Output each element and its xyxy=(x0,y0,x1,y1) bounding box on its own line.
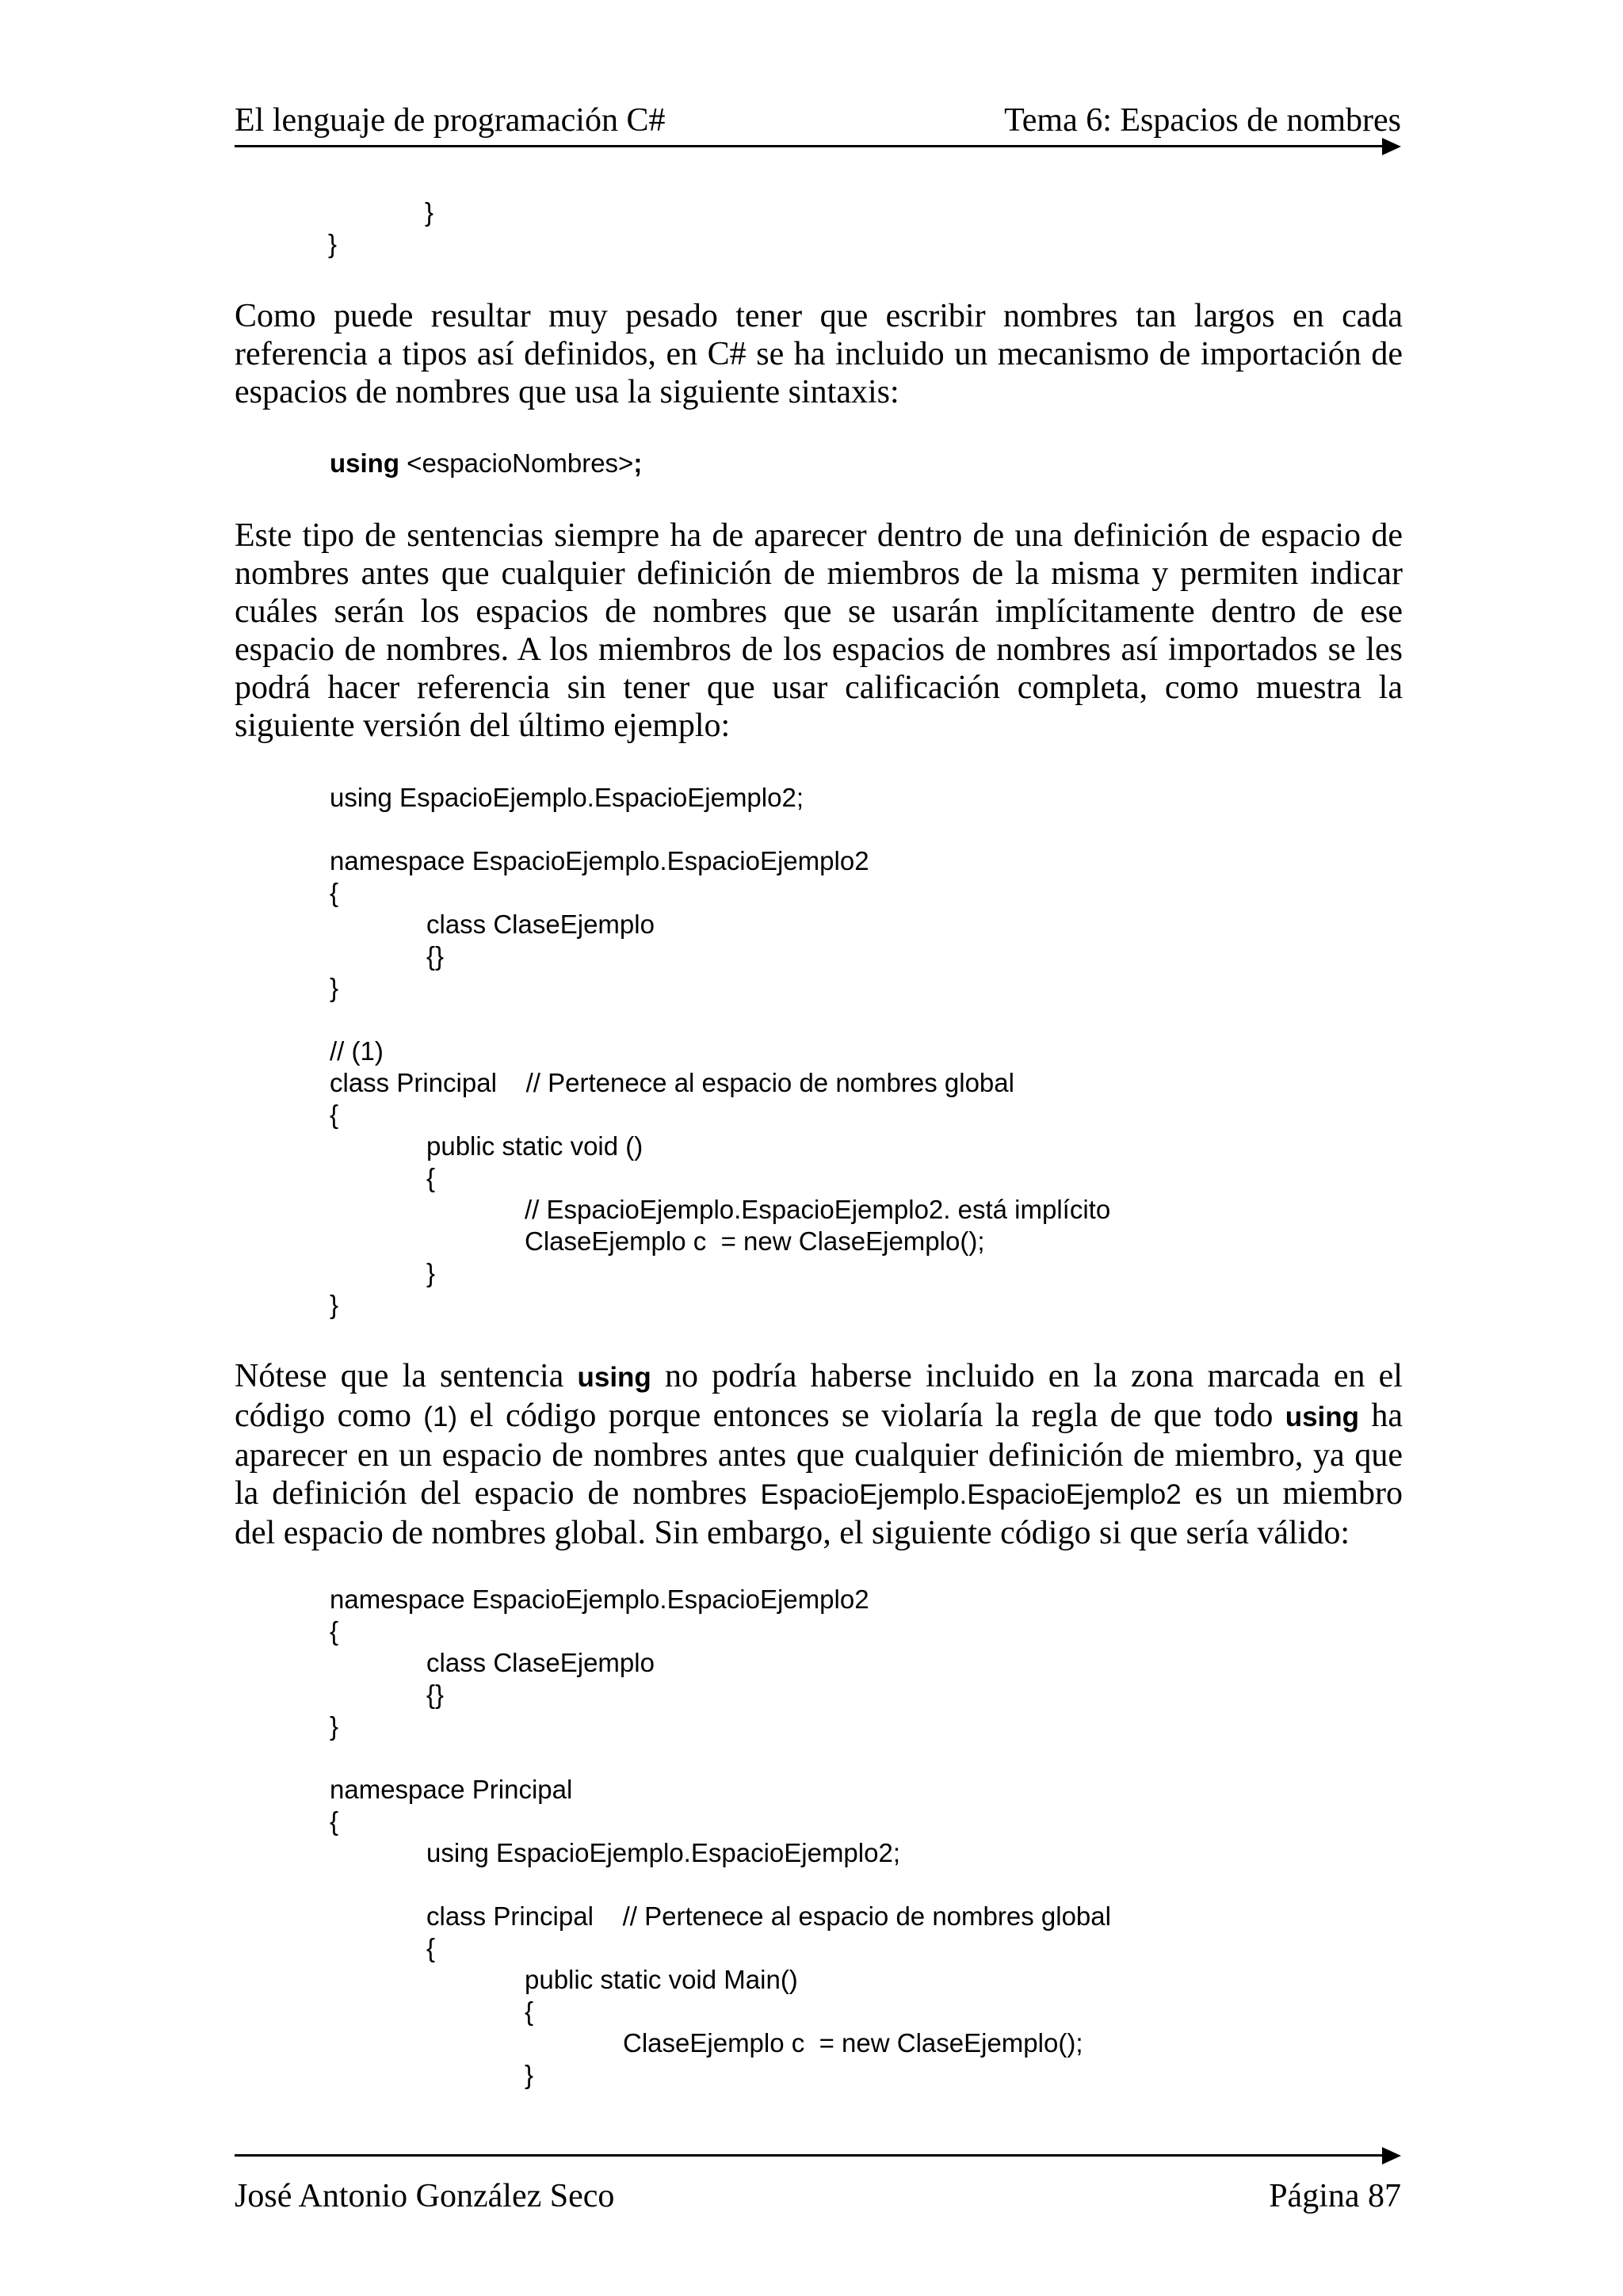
paragraph-3-keyword: using xyxy=(1285,1402,1360,1432)
code1-line: class ClaseEjemplo xyxy=(426,910,655,939)
code1-line: using EspacioEjemplo.EspacioEjemplo2; xyxy=(330,783,804,812)
code1-line: public static void () xyxy=(426,1131,643,1161)
running-header-title: El lenguaje de programación C# xyxy=(235,102,666,139)
page-number: Página 87 xyxy=(1269,2178,1401,2214)
code2-line: using EspacioEjemplo.EspacioEjemplo2; xyxy=(426,1838,900,1867)
paragraph-3-namespace: EspacioEjemplo.EspacioEjemplo2 xyxy=(760,1479,1182,1510)
header-arrow-icon xyxy=(1382,138,1401,155)
code2-line: public static void Main() xyxy=(525,1965,798,1994)
syntax-semicolon: ; xyxy=(633,448,643,478)
syntax-argument: <espacioNombres> xyxy=(399,448,634,478)
footer-rule xyxy=(235,2154,1384,2157)
code2-line: class ClaseEjemplo xyxy=(426,1648,655,1677)
code1-line: ClaseEjemplo c = new ClaseEjemplo(); xyxy=(525,1226,985,1256)
code2-line: ClaseEjemplo c = new ClaseEjemplo(); xyxy=(623,2028,1083,2058)
code2-line: } xyxy=(525,2060,534,2089)
paragraph-3-text: es un miembro del espacio de nombres global. Sin embargo, el siguiente código si que sería válido: xyxy=(235,1475,1403,1551)
code2-line: {} xyxy=(426,1680,445,1709)
paragraph-3-text: el código porque entonces se violaría la regla de que todo xyxy=(457,1398,1285,1434)
code2-line: namespace EspacioEjemplo.EspacioEjemplo2 xyxy=(330,1585,869,1614)
code2-line: namespace Principal xyxy=(330,1775,573,1804)
running-header-chapter: Tema 6: Espacios de nombres xyxy=(1004,102,1401,139)
code1-line: } xyxy=(426,1258,436,1287)
paragraph-3-text: ha aparecer en un espacio de nombres antes que cualquier definición de miembro, ya que la definición del espacio de nombres xyxy=(235,1398,1403,1512)
code-top-line-1: } xyxy=(425,197,434,227)
code2-line: class Principal // Pertenece al espacio de nombres global xyxy=(426,1901,1111,1931)
code1-line: class Principal // Pertenece al espacio de nombres global xyxy=(330,1068,1014,1097)
code2-line: { xyxy=(330,1806,339,1836)
code1-line: { xyxy=(330,878,339,907)
code-top-line-2: } xyxy=(328,229,338,258)
paragraph-3-reference: (1) xyxy=(423,1402,458,1432)
paragraph-3 xyxy=(235,1357,1403,1552)
code1-line: } xyxy=(330,1290,339,1319)
code2-line: } xyxy=(330,1711,339,1741)
paragraph-3-text: no podría haberse incluido en la zona marcada en el código como xyxy=(235,1358,1403,1434)
code2-line: { xyxy=(426,1933,436,1962)
paragraph-1: Como puede resultar muy pesado tener que escribir nombres tan largos en cada referencia a tipos así definidos, en C# se ha incluido un mecanismo de importación de espacios de nombres que usa la siguiente sintaxis: xyxy=(235,298,1403,410)
paragraph-3-keyword: using xyxy=(577,1362,651,1393)
footer-author: José Antonio González Seco xyxy=(235,2178,615,2214)
code2-line: { xyxy=(330,1616,339,1646)
footer-arrow-icon xyxy=(1382,2147,1401,2164)
paragraph-2: Este tipo de sentencias siempre ha de aparecer dentro de una definición de espacio de nombres antes que cualquier definición de miembros de la misma y permiten indicar cuáles serán los espacios de nombres que se usarán implícitamente dentro de ese espacio de nombres. A los miembros de los espacios de nombres así importados se les podrá hacer referencia sin tener que usar calificación completa, como muestra la siguiente versión del último ejemplo: xyxy=(235,517,1403,744)
syntax-keyword: using xyxy=(330,448,399,478)
code1-line: { xyxy=(426,1163,436,1192)
code1-line: {} xyxy=(426,941,445,971)
code1-line: } xyxy=(330,973,339,1002)
code1-line: { xyxy=(330,1100,339,1129)
code2-line: { xyxy=(525,1997,534,2026)
header-rule xyxy=(235,145,1384,147)
code1-line: // EspacioEjemplo.EspacioEjemplo2. está implícito xyxy=(525,1195,1111,1224)
code1-line: namespace EspacioEjemplo.EspacioEjemplo2 xyxy=(330,846,869,875)
syntax-line xyxy=(330,448,642,479)
paragraph-3-text: Nótese que la sentencia xyxy=(235,1358,578,1394)
code1-line: // (1) xyxy=(330,1036,384,1066)
